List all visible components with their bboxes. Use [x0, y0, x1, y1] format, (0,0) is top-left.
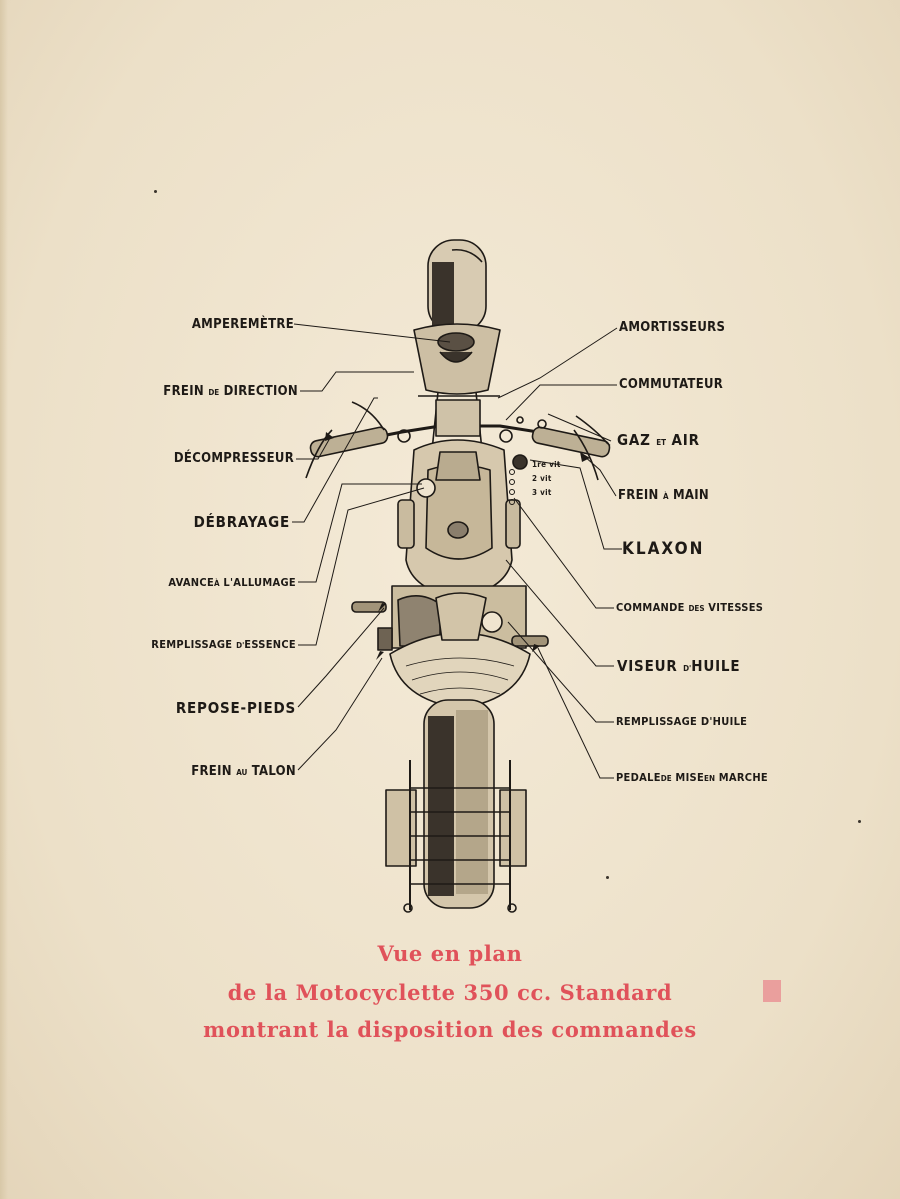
label-avance-allumage: AVANCEÀ L'ALLUMAGE: [168, 576, 296, 589]
headlamp: [414, 324, 500, 394]
label-frein-talon: FREIN AU TALON: [191, 764, 296, 779]
footrest-right: [512, 636, 548, 646]
paper-speck: [154, 190, 157, 193]
label-repose-pieds: REPOSE-PIEDS: [175, 699, 296, 717]
rear-wheel: [424, 700, 494, 908]
label-remplissage-huile: REMPLISSAGE D'HUILE: [616, 715, 748, 728]
label-gaz-air: GAZ ET AIR: [617, 431, 700, 449]
label-viseur-huile: VISEUR D'HUILE: [617, 657, 741, 675]
gear-label-1: 1re vit: [532, 460, 561, 469]
gear-label-3: 3 vit: [532, 488, 552, 497]
label-amortisseurs: AMORTISSEURS: [619, 320, 726, 335]
label-debrayage: DÉBRAYAGE: [193, 513, 290, 531]
gear-label-2: 2 vit: [532, 474, 552, 483]
label-decompresseur: DÉCOMPRESSEUR: [173, 451, 294, 466]
label-pedale-mise-marche: PEDALEDE MISEEN MARCHE: [616, 771, 768, 784]
label-commande-vitesses: COMMANDE DES VITESSES: [616, 601, 764, 614]
label-amperemetre: AMPEREMÈTRE: [191, 317, 294, 332]
label-remplissage-essence: REMPLISSAGE D'ESSENCE: [151, 638, 296, 651]
fuel-tank: [406, 440, 512, 598]
label-klaxon: KLAXON: [622, 539, 705, 559]
caption-line-1: Vue en plan: [377, 941, 523, 966]
front-mudguard: [428, 240, 486, 332]
paper-speck: [858, 820, 861, 823]
toolbox-right: [506, 500, 520, 548]
caption-line-3: montrant la disposition des commandes: [203, 1017, 697, 1042]
toolbox-left: [398, 500, 414, 548]
paper-speck: [606, 876, 609, 879]
red-stamp-mark: [763, 980, 781, 1002]
label-frein-main: FREIN À MAIN: [618, 488, 709, 503]
caption-line-2: de la Motocyclette 350 cc. Standard: [227, 980, 673, 1005]
label-frein-direction: FREIN DE DIRECTION: [163, 384, 298, 399]
choke-lever: [417, 479, 435, 497]
label-commutateur: COMMUTATEUR: [619, 377, 724, 392]
